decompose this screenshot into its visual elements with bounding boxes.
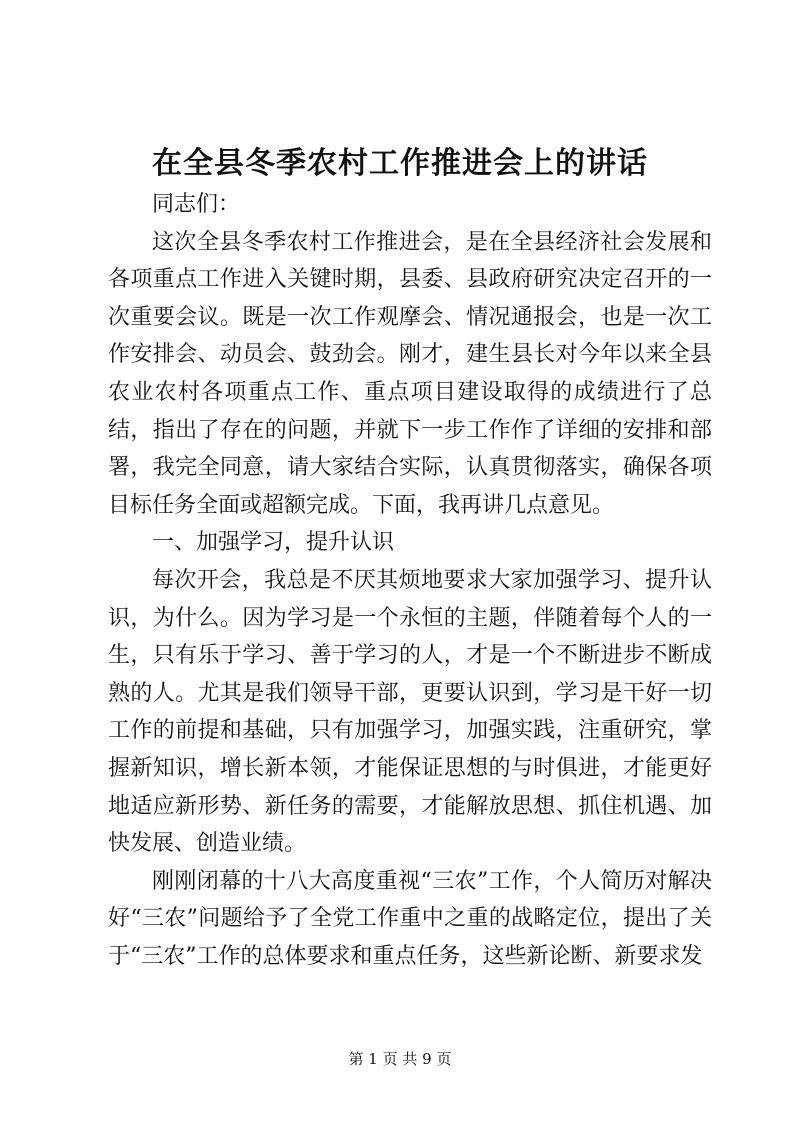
section-heading: 一、加强学习，提升认识 — [152, 530, 395, 556]
body-paragraph: 刚刚闭幕的十八大高度重视“三农”工作，个人简历对解决好“三农”问题给予了全党工作重中之重的战略定位，提出了关于“三农”工作的总体要求和重点任务，这些新论断、新要求发 — [108, 868, 712, 969]
intro-paragraph: 这次全县冬季农村工作推进会，是在全县经济社会发展和各项重点工作进入关键时期，县委、县政府研究决定召开的一次重要会议。既是一次工作观摩会、情况通报会，也是一次工作安排会、动员会、鼓劲会。刚才，建生县长对今年以来全县农业农村各项重点工作、重点项目建设取得的成绩进行了总结，指出了存在的问题，并就下一步工作作了详细的安排和部署，我完全同意，请大家结合实际，认真贯彻落实，确保各项目标任务全面或超额完成。下面，我再讲几点意见。 — [108, 229, 712, 518]
salutation-paragraph: 同志们： — [152, 192, 241, 217]
document-title: 在全县冬季农村工作推进会上的讲话 — [152, 146, 648, 181]
page-footer: 第 1 页 共 9 页 — [348, 1050, 452, 1068]
body-paragraph: 每次开会，我总是不厌其烦地要求大家加强学习、提升认识，为什么。因为学习是一个永恒的主题，伴随着每个人的一生，只有乐于学习、善于学习的人，才是一个不断进步不断成熟的人。尤其是我们领导干部，更要认识到，学习是干好一切工作的前提和基础，只有加强学习，加强实践，注重研究，掌握新知识，增长新本领，才能保证思想的与时俱进，才能更好地适应新形势、新任务的需要，才能解放思想、抓住机遇、加快发展、创造业绩。 — [108, 567, 712, 857]
document-body — [108, 186, 712, 975]
